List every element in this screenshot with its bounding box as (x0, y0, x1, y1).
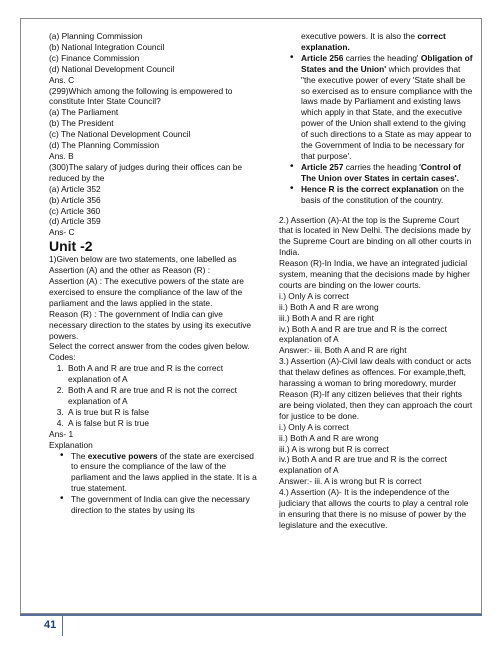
text-line: (a) Article 352 (49, 183, 101, 194)
text-line: Codes: (49, 352, 76, 363)
continuation-line (279, 31, 474, 53)
text-line: (a) Planning Commission (49, 31, 143, 41)
text-line: (b) Article 356 (49, 194, 101, 205)
bullet-item (71, 451, 262, 495)
article-text: carries the heading ' (343, 161, 421, 172)
article-bold: Control of The Union over States in certain cases'. (301, 161, 461, 183)
text-line: ii.) Both A and R are wrong (279, 301, 379, 312)
text-line: iv.) Both A and R are true and R is the correct explanation of A (279, 323, 447, 345)
text-line: ii.) Both A and R are wrong (279, 432, 379, 443)
text-line: 3.) Assertion (A)-Civil law deals with conduct or acts that thelaw defines as offences. For example,theft, harassing a woman to bring moredowry, murder (279, 356, 472, 389)
bullet-text: The (71, 450, 88, 461)
bullet-item (301, 184, 474, 206)
bullet-item: • The government of India can give the necessary direction to the states by using its (71, 494, 262, 516)
article-bold: Obligation of States and the Union' (301, 52, 473, 74)
continuation-bold: correct explanation. (301, 31, 446, 52)
spacer (279, 206, 474, 215)
bullet-text: of the state are exercised to ensure the compliance of the law of the parliament and the laws applied in the state. It is a true statement. (71, 450, 257, 494)
answer-line: Ans- 1 (49, 428, 74, 439)
article-bold: Article 257 (301, 161, 344, 172)
bullet-item (301, 53, 474, 162)
text-line: iii.) Both A and R are right (279, 312, 374, 323)
text-line: Reason (R) : The government of India can give necessary direction to the states by using its executive powers. (49, 308, 252, 341)
page-frame (20, 18, 482, 614)
text-line: iv.) Both A and R are true and R is the correct explanation of A (279, 454, 447, 476)
text-line: iii.) A is wrong but R is correct (279, 443, 389, 454)
text-line: Reason (R)-If any citizen believes that their rights are being violated, then they can approach the court for justice to be done. (279, 389, 473, 421)
page-number-divider (62, 614, 63, 636)
text-line: Answer:- iii. Both A and R are right (279, 345, 407, 356)
explanation-list (49, 451, 262, 516)
bullet-bold: executive powers (87, 450, 158, 461)
text-line: (b) The President (49, 118, 114, 129)
article-bold: Article 256 (301, 52, 344, 63)
bullet-item (301, 162, 474, 184)
continuation-text: executive powers. It is also the (301, 31, 418, 41)
text-line: (c) Finance Commission (49, 52, 140, 63)
unit-heading: Unit -2 (49, 238, 93, 255)
code-item: 4. A is false but R is true (66, 418, 262, 429)
text-line: Reason (R)-In India, we have an integrated judicial system, meaning that the decisions made by higher courts are binding on the lower courts. (279, 258, 470, 290)
text-line: (d) National Development Council (49, 63, 175, 74)
text-line: i.) Only A is correct (279, 421, 349, 432)
text-line: (b) National Integration Council (49, 41, 165, 52)
text-line: (c) Article 360 (49, 205, 101, 216)
article-text: on the basis of the constitution of the country. (301, 183, 464, 205)
text-line: (a) The Parliament (49, 107, 119, 118)
codes-list (49, 363, 262, 428)
page-number: 41 (44, 619, 57, 631)
right-column (279, 31, 474, 531)
text-line: Answer:- iii. A is wrong but R is correct (279, 476, 422, 487)
explanation-label: Explanation (49, 439, 93, 450)
text-line: (c) The National Development Council (49, 129, 191, 140)
left-column (49, 31, 262, 516)
footer-rule (20, 614, 482, 616)
text-line: i.) Only A is correct (279, 290, 349, 301)
text-line: Ans. C (49, 74, 75, 85)
text-line: (d) Article 359 (49, 216, 101, 227)
code-item: 1. Both A and R are true and R is the correct explanation of A (66, 363, 262, 385)
text-line: (300)The salary of judges during their offices can be reduced by the (49, 161, 243, 183)
code-item: 2. Both A and R are true and R is not the correct explanation of A (66, 385, 262, 407)
article-list (279, 53, 474, 206)
text-line: (d) The Planning Commission (49, 140, 160, 151)
article-text: which provides that "the executive power of every 'State shall be so exercised as to ensure compliance with the laws made by Parliament and existing laws which apply in that State, and the executive power of the Union shall extend to the giving of such directions to a State as may appear to the Government of India to be necessary for that purpose'. (301, 63, 473, 161)
text-line: 1)Given below are two statements, one labelled as Assertion (A) and the other as Reason (R) : (49, 254, 237, 276)
text-line: Ans- C (49, 227, 75, 238)
article-text: carries the heading' (343, 52, 421, 63)
text-line: Ans. B (49, 150, 74, 161)
code-item: 3. A is true but R is false (66, 407, 262, 418)
text-line: Select the correct answer from the codes given below. (49, 341, 250, 352)
text-line: 2.) Assertion (A)-At the top is the Supreme Court that is located in New Delhi. The decisions made by the Supreme Court are binding on all other courts in India. (279, 214, 472, 258)
text-line: (299)Which among the following is empowered to constitute Inter State Council? (49, 85, 233, 107)
article-bold: Hence R is the correct explanation (301, 183, 439, 194)
text-line: 4.) Assertion (A)- It is the independence of the judiciary that allows the courts to play a central role in ensuring that there is no misuse of power by the legislature and the executive. (279, 487, 469, 530)
text-line: Assertion (A) : The executive powers of the state are exercised to ensure the compliance of the law of the parliament and the laws applied in the state. (49, 276, 244, 308)
